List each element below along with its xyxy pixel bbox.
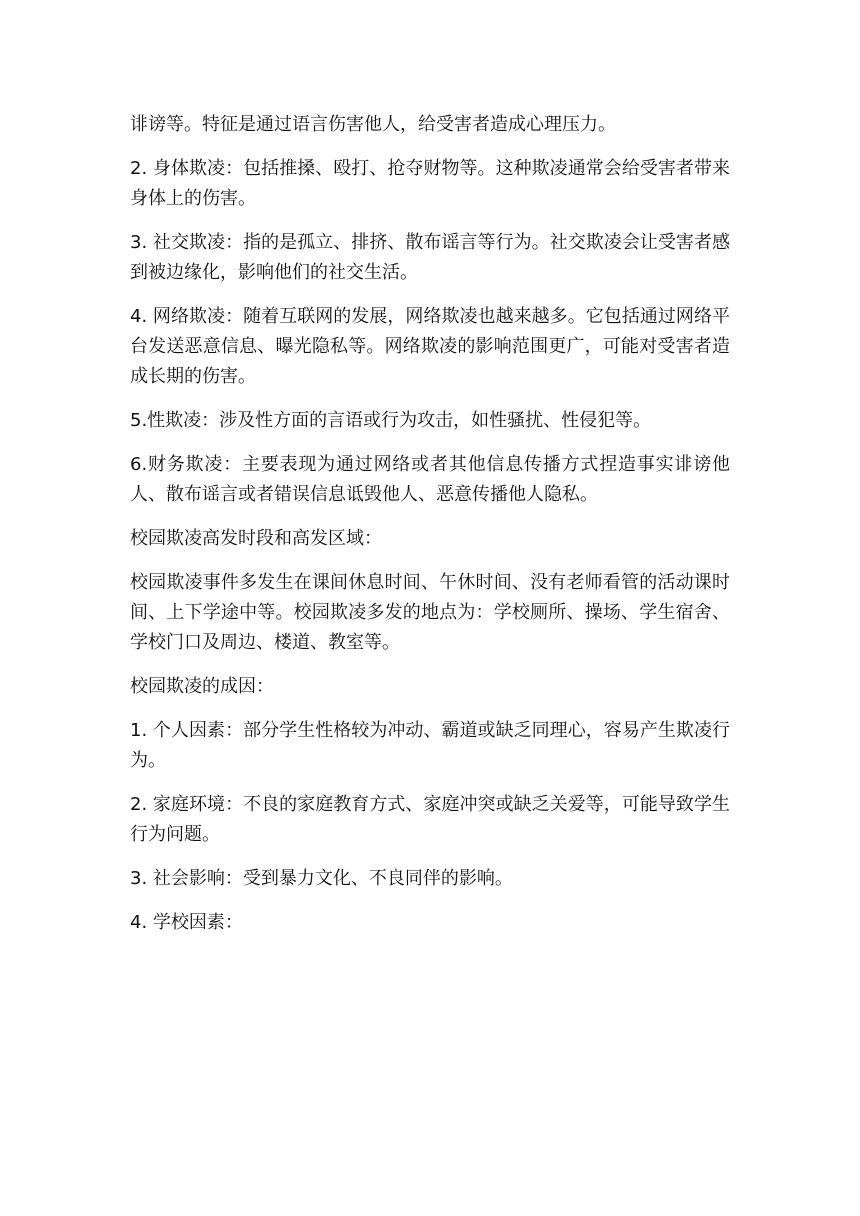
paragraph-social-influence: 3. 社会影响：受到暴力文化、不良同伴的影响。 [130,868,513,889]
paragraph-school-factors: 4. 学校因素： [130,912,243,933]
paragraph-physical-bullying: 2. 身体欺凌：包括推搡、殴打、抢夺财物等。这种欺凌通常会给受害者带来身体上的伤害。 [130,158,730,209]
document-body [130,110,730,952]
heading-causes: 校园欺凌的成因： [130,676,274,697]
paragraph-verbal-bullying-end: 诽谤等。特征是通过语言伤害他人，给受害者造成心理压力。 [130,114,616,135]
paragraph-financial-bullying: 6.财务欺凌：主要表现为通过网络或者其他信息传播方式捏造事实诽谤他人、散布谣言或者错误信息诋毁他人、恶意传播他人隐私。 [130,454,730,505]
heading-high-incidence: 校园欺凌高发时段和高发区域： [130,528,382,549]
paragraph-cyber-bullying: 4. 网络欺凌：随着互联网的发展，网络欺凌也越来越多。它包括通过网络平台发送恶意信息、曝光隐私等。网络欺凌的影响范围更广，可能对受害者造成长期的伤害。 [130,306,730,387]
paragraph-social-bullying: 3. 社交欺凌：指的是孤立、排挤、散布谣言等行为。社交欺凌会让受害者感到被边缘化，影响他们的社交生活。 [130,232,730,283]
paragraph-personal-factors: 1. 个人因素：部分学生性格较为冲动、霸道或缺乏同理心，容易产生欺凌行为。 [130,720,730,771]
paragraph-sexual-bullying: 5.性欺凌：涉及性方面的言语或行为攻击，如性骚扰、性侵犯等。 [130,410,652,431]
paragraph-high-incidence: 校园欺凌事件多发生在课间休息时间、午休时间、没有老师看管的活动课时间、上下学途中等。校园欺凌多发的地点为：学校厕所、操场、学生宿舍、学校门口及周边、楼道、教室等。 [130,572,730,653]
paragraph-family-environment: 2. 家庭环境：不良的家庭教育方式、家庭冲突或缺乏关爱等，可能导致学生行为问题。 [130,794,730,845]
